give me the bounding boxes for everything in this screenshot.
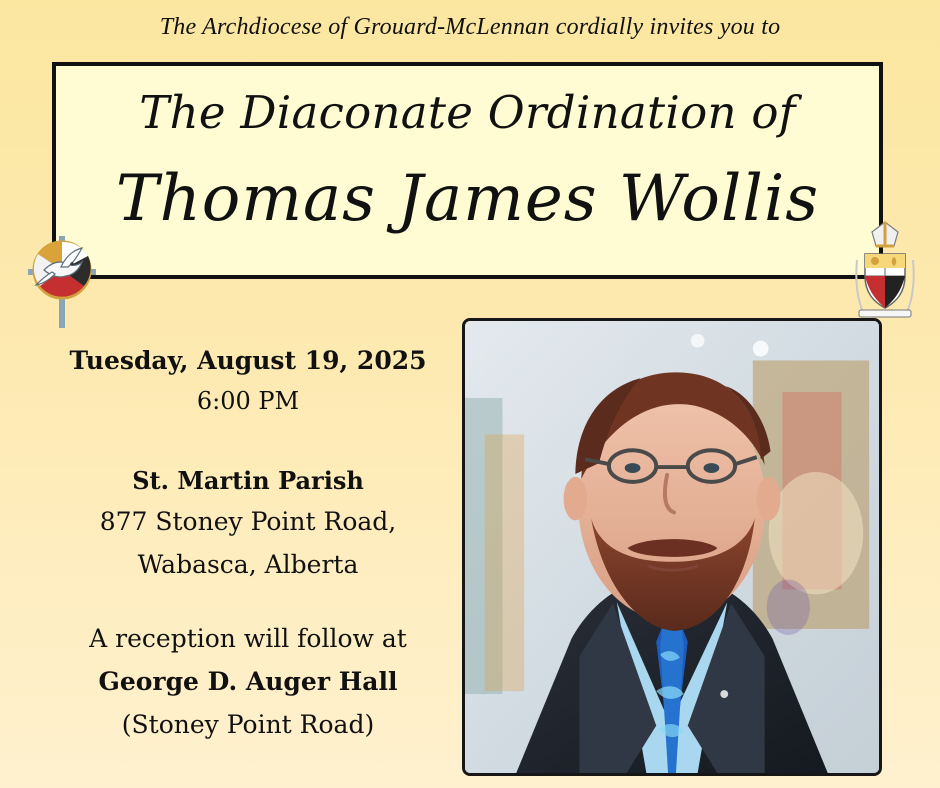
reception-road: (Stoney Point Road) xyxy=(121,710,375,739)
event-details xyxy=(40,340,456,737)
invitation-line: The Archdiocese of Grouard-McLennan cordially invites you to xyxy=(159,14,781,40)
event-time: 6:00 PM xyxy=(196,387,300,415)
address-line-1: 877 Stoney Point Road, xyxy=(99,507,397,536)
title-box xyxy=(52,62,883,279)
title-line-1: The Diaconate Ordination of xyxy=(139,86,796,139)
portrait-photo xyxy=(462,318,882,776)
coat-of-arms-icon xyxy=(847,220,923,320)
title-line-2: Thomas James Wollis xyxy=(115,162,820,236)
event-date: Tuesday, August 19, 2025 xyxy=(69,346,427,375)
left-logo xyxy=(24,232,100,332)
address-line-2: Wabasca, Alberta xyxy=(137,550,359,579)
parish-name: St. Martin Parish xyxy=(132,466,364,495)
reception-place: George D. Auger Hall xyxy=(98,667,398,696)
dove-cross-emblem-icon xyxy=(24,232,100,332)
reception-intro: A reception will follow at xyxy=(89,624,407,653)
right-logo xyxy=(847,220,923,320)
